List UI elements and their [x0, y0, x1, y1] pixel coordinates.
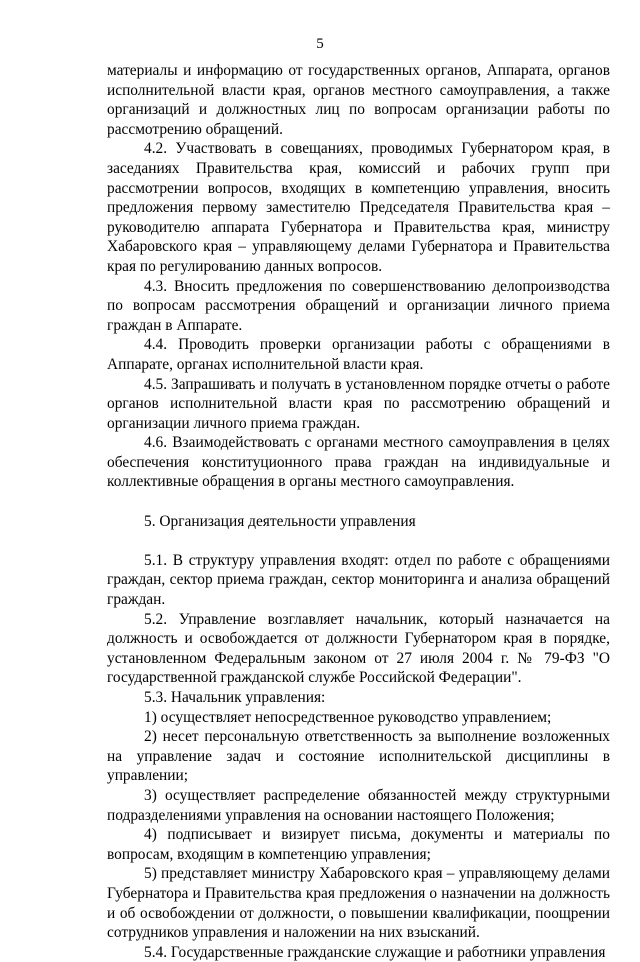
paragraph-5-1: 5.1. В структуру управления входят: отдел по работе с обращениями граждан, сектор приема граждан, сектор мониторинга и анализа обращений граждан.: [107, 551, 610, 609]
paragraph-4-3: 4.3. Вносить предложения по совершенствованию делопроизводства по вопросам рассмотрения обращений и организации личного приема граждан в Аппарате.: [107, 277, 610, 334]
paragraph-4-1-continuation: материалы и информацию от государственных органов, Аппарата, органов исполнительной власти края, органов местного самоуправления, а также организаций и должностных лиц по вопросам организации работы по рассмотрению обращений.: [107, 62, 610, 138]
paragraph-5-4: 5.4. Государственные гражданские служащие и работники управления: [144, 943, 606, 961]
paragraph-5-3-item-2: 2) несет персональную ответственность за выполнение возложенных на управление задач и состояние исполнительской дисциплины в управлении;: [107, 728, 610, 785]
paragraph-5-3: 5.3. Начальник управления:: [144, 689, 326, 706]
paragraph-5-2: 5.2. Управление возглавляет начальник, который назначается на должность и освобождается от должности Губернатором края в порядке, установленном Федеральным законом от 27 июля 2004 г. № 79-ФЗ "О государственной гражданской службе Российской Федерации".: [107, 610, 610, 687]
paragraph-5-3-item-4: 4) подписывает и визирует письма, документы и материалы по вопросам, входящим в компетенцию управления;: [107, 826, 610, 863]
paragraph-4-5: 4.5. Запрашивать и получать в установленном порядке отчеты о работе органов исполнительной власти края по рассмотрению обращений и организации личного приема граждан.: [107, 375, 610, 432]
paragraph-4-4: 4.4. Проводить проверки организации работы с обращениями в Аппарате, органах исполнительной власти края.: [107, 336, 610, 373]
paragraph-5-3-item-1: 1) осуществляет непосредственное руководство управлением;: [144, 708, 552, 726]
document-body: [107, 61, 610, 962]
section-5-heading: 5. Организация деятельности управления: [144, 512, 416, 530]
paragraph-5-3-item-5: 5) представляет министру Хабаровского края – управляющему делами Губернатора и Правительства края предложения о назначении на должность и об освобождении от должности, о повышении квалификации, поощрении сотрудников управления и наложении на них взысканий.: [107, 865, 610, 942]
page-number: 5: [316, 36, 324, 52]
paragraph-5-3-item-3: 3) осуществляет распределение обязанностей между структурными подразделениями управления на основании настоящего Положения;: [107, 786, 610, 824]
paragraph-4-2: 4.2. Участвовать в совещаниях, проводимых Губернатором края, в заседаниях Правительства края, комиссий и рабочих групп при рассмотрении вопросов, входящих в компетенцию управления, вносить предложения первому заместителю Председателя Правительства края – руководителю аппарата Губернатора и Правительства края, министру Хабаровского края – управляющему делами Губернатора и Правительства края по регулированию данных вопросов.: [107, 140, 610, 275]
paragraph-4-6: 4.6. Взаимодействовать с органами местного самоуправления в целях обеспечения конституционного права граждан на индивидуальные и коллективные обращения в органы местного самоуправления.: [107, 434, 610, 491]
